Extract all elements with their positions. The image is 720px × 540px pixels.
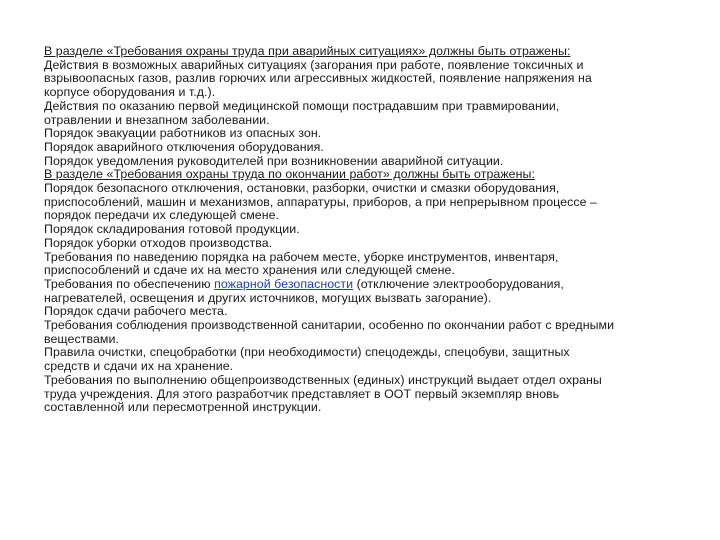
text-line: порядок передачи их следующей смене. bbox=[44, 208, 280, 223]
text-line: отравлении и внезапном заболевании. bbox=[44, 112, 270, 127]
text-line: Требования по наведению порядка на рабочем месте, уборке инструментов, инвентаря, bbox=[44, 249, 559, 264]
text-line: Порядок уведомления руководителей при возникновении аварийной ситуации. bbox=[44, 153, 504, 168]
text-line: приспособлений и сдаче их на место хранения или следующей смене. bbox=[44, 263, 455, 278]
text-line: составленной или пересмотренной инструкции. bbox=[44, 400, 322, 415]
section-body-emergency bbox=[44, 59, 694, 169]
text-line: Действия по оказанию первой медицинской помощи пострадавшим при травмировании, bbox=[44, 98, 560, 113]
text-line: Порядок сдачи рабочего места. bbox=[44, 304, 228, 319]
text-line: нагревателей, освещения и других источников, могущих вызвать загорание). bbox=[44, 290, 492, 305]
text-line: Порядок эвакуации работников из опасных зон. bbox=[44, 126, 322, 141]
text-line: средств и сдачи их на хранение. bbox=[44, 359, 234, 374]
text-line: корпусе оборудования и т.д.). bbox=[44, 85, 216, 100]
text-line: Порядок уборки отходов производства. bbox=[44, 235, 273, 250]
text-line: Требования соблюдения производственной санитарии, особенно по окончании работ с вредными bbox=[44, 318, 615, 333]
fire-safety-link[interactable]: пожарной безопасности bbox=[214, 276, 354, 291]
text-line: Порядок складирования готовой продукции. bbox=[44, 222, 300, 237]
section-heading-end-of-work: В разделе «Требования охраны труда по окончании работ» должны быть отражены: bbox=[44, 167, 535, 182]
section-heading-emergency: В разделе «Требования охраны труда при аварийных ситуациях» должны быть отражены: bbox=[44, 44, 571, 58]
text-line: приспособлений, машин и механизмов, аппаратуры, приборов, а при непрерывном процессе – bbox=[44, 194, 597, 209]
text-line: Требования по выполнению общепроизводственных (единых) инструкций выдает отдел охраны bbox=[44, 372, 602, 387]
text-fragment: Требования по обеспечению bbox=[44, 276, 215, 291]
text-line: Правила очистки, спецобработки (при необходимости) спецодежды, спецобуви, защитных bbox=[44, 345, 570, 360]
text-line-fire-safety bbox=[44, 278, 694, 292]
text-line: Порядок безопасного отключения, остановки, разборки, очистки и смазки оборудования, bbox=[44, 181, 560, 196]
document-body bbox=[44, 45, 694, 415]
text-fragment: (отключение электрооборудования, bbox=[353, 276, 564, 291]
section-body-end-of-work bbox=[44, 182, 694, 415]
text-line: Действия в возможных аварийных ситуациях (загорания при работе, появление токсичных и bbox=[44, 57, 584, 72]
text-line: веществами. bbox=[44, 331, 119, 346]
text-line: взрывоопасных газов, разлив горючих или агрессивных жидкостей, появление напряжения на bbox=[44, 71, 592, 86]
text-line: Порядок аварийного отключения оборудования. bbox=[44, 139, 324, 154]
text-line: труда учреждения. Для этого разработчик представляет в ООТ первый экземпляр вновь bbox=[44, 386, 560, 401]
